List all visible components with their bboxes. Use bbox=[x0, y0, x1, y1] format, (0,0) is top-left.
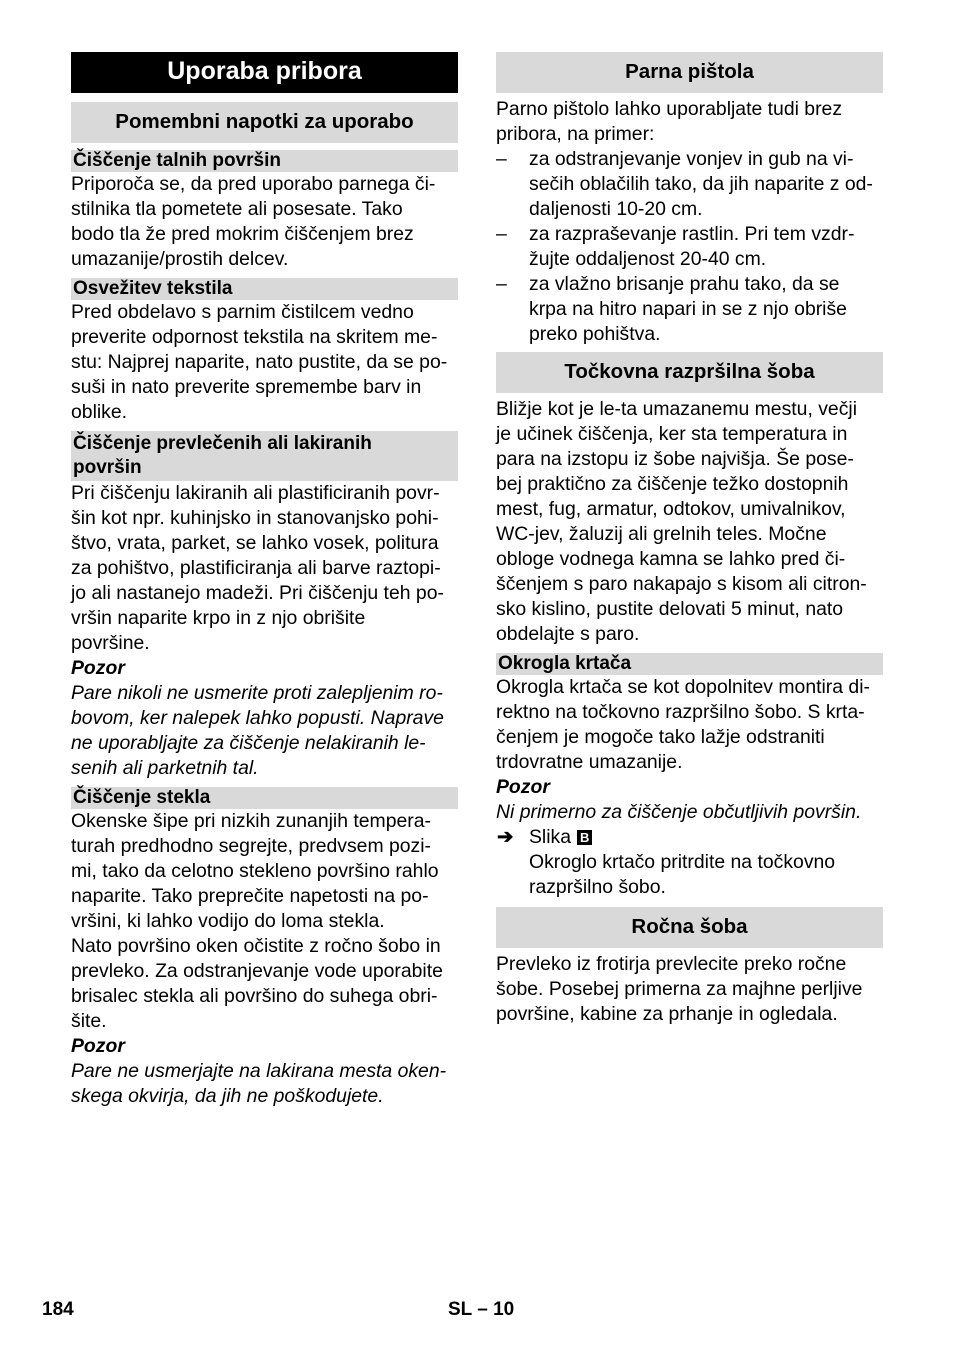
text-line: Prevleko iz frotirja prevlecite preko ročne bbox=[496, 953, 847, 975]
text-line: Okrogla krtača se kot dopolnitev montira di- bbox=[496, 676, 870, 698]
text-line: Priporoča se, da pred uporabo parnega či- bbox=[71, 173, 436, 195]
paragraph-glass-cleaning bbox=[71, 809, 458, 1034]
text-line: štvo, vrata, parket, se lahko vosek, politura bbox=[71, 532, 439, 554]
separator: – bbox=[477, 1299, 488, 1320]
text-line: Pri čiščenju lakiranih ali plastificiranih povr- bbox=[71, 482, 440, 504]
dash-marker: – bbox=[496, 223, 507, 245]
section-heading-spot-nozzle: Točkovna razpršilna šoba bbox=[496, 352, 883, 393]
text-line: površine. bbox=[71, 632, 150, 654]
heading-line: Čiščenje prevlečenih ali lakiranih bbox=[73, 433, 372, 454]
text-line: oblike. bbox=[71, 401, 128, 423]
text-line: za razpraševanje rastlin. Pri tem vzdr- bbox=[529, 223, 855, 245]
subheading-round-brush: Okrogla krtača bbox=[496, 653, 883, 675]
text-line: mi, tako da celotno stekleno površino rahlo bbox=[71, 860, 439, 882]
text-line: razpršilno šobo. bbox=[529, 876, 666, 898]
text-line: mest, fug, armatur, odtokov, umivalnikov, bbox=[496, 498, 846, 520]
figure-reference bbox=[529, 825, 883, 850]
text-line: brisalec stekla ali površino do suhega obri- bbox=[71, 985, 438, 1007]
text-line: prevleko. Za odstranjevanje vode uporabite bbox=[71, 960, 443, 982]
page-number: 184 bbox=[42, 1299, 74, 1320]
dash-marker: – bbox=[496, 148, 507, 170]
paragraph-steam-gun-intro bbox=[496, 97, 883, 147]
text-line: šobe. Posebej primerna za majhne perljive bbox=[496, 978, 863, 1000]
text-line: naparite. Tako preprečite napetosti na po- bbox=[71, 885, 429, 907]
text-line: senih ali parketnih tal. bbox=[71, 757, 259, 779]
text-line: preverite odpornost tekstila na skritem me- bbox=[71, 326, 438, 348]
caution-text bbox=[496, 800, 883, 825]
text-line: para na izstopu iz šobe najvišja. Še pose- bbox=[496, 448, 854, 470]
right-column bbox=[496, 52, 883, 1027]
text-line: Pred obdelavo s parnim čistilcem vedno bbox=[71, 301, 414, 323]
text-line: Parno pištolo lahko uporabljate tudi brez bbox=[496, 98, 843, 120]
text-line: bej praktično za čiščenje težko dostopnih bbox=[496, 473, 849, 495]
chapter-title: Uporaba pribora bbox=[71, 52, 458, 93]
text-line: pribora, na primer: bbox=[496, 123, 655, 145]
text-line: sečih oblačilih tako, da jih naparite z od- bbox=[529, 173, 873, 195]
text-line: WC-jev, žaluzij ali grelnih teles. Močne bbox=[496, 523, 827, 545]
text-line: bovom, ker nalepek lahko popusti. Naprave bbox=[71, 707, 444, 729]
text-line: vršini, ki lahko vodijo do loma stekla. bbox=[71, 910, 385, 932]
paragraph-hand-nozzle bbox=[496, 952, 883, 1027]
section-heading-hand-nozzle: Ročna šoba bbox=[496, 907, 883, 948]
list-item bbox=[496, 272, 883, 347]
list-item bbox=[496, 147, 883, 222]
section-heading-usage-notes: Pomembni napotki za uporabo bbox=[71, 102, 458, 143]
text-line: stilnika tla pometete ali posesate. Tako bbox=[71, 198, 403, 220]
paragraph-coated-surfaces bbox=[71, 481, 458, 656]
text-line: umazanije/prostih delcev. bbox=[71, 248, 289, 270]
figure-badge: B bbox=[577, 830, 592, 845]
subheading-floor-cleaning: Čiščenje talnih površin bbox=[71, 150, 458, 172]
paragraph-spot-nozzle bbox=[496, 397, 883, 647]
text-line: žujte oddaljenost 20-40 cm. bbox=[529, 248, 767, 270]
heading-line: površin bbox=[73, 457, 142, 478]
text-line: trdovratne umazanije. bbox=[496, 751, 683, 773]
left-column bbox=[71, 52, 458, 1109]
dash-marker: – bbox=[496, 273, 507, 295]
section-page-number: 10 bbox=[493, 1299, 515, 1320]
subheading-textile: Osvežitev tekstila bbox=[71, 278, 458, 300]
text-line: šite. bbox=[71, 1010, 107, 1032]
text-line: Bližje kot je le-ta umazanemu mestu, večji bbox=[496, 398, 858, 420]
text-line: Okroglo krtačo pritrdite na točkovno bbox=[529, 851, 836, 873]
text-line: suši in nato preverite spremembe barv in bbox=[71, 376, 422, 398]
text-line: skega okvirja, da jih ne poškodujete. bbox=[71, 1085, 384, 1107]
text-line: krpa na hitro napari in se z njo obriše bbox=[529, 298, 847, 320]
language-code: SL bbox=[448, 1299, 472, 1320]
caution-heading: Pozor bbox=[71, 657, 125, 679]
arrow-right-icon: ➔ bbox=[497, 826, 514, 848]
subheading-glass-cleaning: Čiščenje stekla bbox=[71, 787, 458, 809]
caution-heading: Pozor bbox=[71, 1035, 125, 1057]
instruction-step bbox=[496, 825, 883, 900]
figure-label: Slika bbox=[529, 826, 572, 848]
page-section-label bbox=[448, 1298, 514, 1322]
text-line: rektno na točkovno razpršilno šobo. S krta- bbox=[496, 701, 865, 723]
text-line: obdelajte s paro. bbox=[496, 623, 640, 645]
text-line: jo ali nastanejo madeži. Pri čiščenju teh po- bbox=[71, 582, 444, 604]
text-line: Ni primerno za čiščenje občutljivih površin. bbox=[496, 801, 862, 823]
text-line: sko kislino, pustite delovati 5 minut, nato bbox=[496, 598, 844, 620]
text-line: ščenjem s paro nakapajo s kisom ali citron- bbox=[496, 573, 867, 595]
text-line: površine, kabine za prhanje in ogledala. bbox=[496, 1003, 838, 1025]
text-line: Okenske šipe pri nizkih zunanjih tempera- bbox=[71, 810, 431, 832]
text-line: je učinek čiščenja, ker sta temperatura in bbox=[496, 423, 848, 445]
caution-text bbox=[71, 681, 458, 781]
text-line: daljenosti 10-20 cm. bbox=[529, 198, 703, 220]
text-line: stu: Najprej naparite, nato pustite, da se po- bbox=[71, 351, 448, 373]
caution-heading: Pozor bbox=[496, 776, 550, 798]
text-line: za odstranjevanje vonjev in gub na vi- bbox=[529, 148, 854, 170]
paragraph-round-brush bbox=[496, 675, 883, 775]
text-line: ne uporabljajte za čiščenje nelakiranih le- bbox=[71, 732, 426, 754]
text-line: čenjem je mogoče tako lažje odstraniti bbox=[496, 726, 825, 748]
paragraph-floor-cleaning bbox=[71, 172, 458, 272]
text-line: za pohištvo, plastificiranja ali barve raztopi- bbox=[71, 557, 441, 579]
text-line: Nato površino oken očistite z ročno šobo in bbox=[71, 935, 441, 957]
text-line: turah predhodno segrejte, predvsem pozi- bbox=[71, 835, 432, 857]
text-line: za vlažno brisanje prahu tako, da se bbox=[529, 273, 840, 295]
text-line: preko pohištva. bbox=[529, 323, 661, 345]
text-line: vršin naparite krpo in z njo obrišite bbox=[71, 607, 366, 629]
text-line: Pare ne usmerjajte na lakirana mesta oken- bbox=[71, 1060, 447, 1082]
list-item bbox=[496, 222, 883, 272]
text-line: bodo tla že pred mokrim čiščenjem brez bbox=[71, 223, 414, 245]
text-line: šin kot npr. kuhinjsko in stanovanjsko pohi- bbox=[71, 507, 439, 529]
text-line: obloge vodnega kamna se lahko pred či- bbox=[496, 548, 846, 570]
caution-text bbox=[71, 1059, 458, 1109]
subheading-coated-surfaces bbox=[71, 431, 458, 481]
section-heading-steam-gun: Parna pištola bbox=[496, 52, 883, 93]
paragraph-textile bbox=[71, 300, 458, 425]
text-line: Pare nikoli ne usmerite proti zalepljenim ro- bbox=[71, 682, 443, 704]
